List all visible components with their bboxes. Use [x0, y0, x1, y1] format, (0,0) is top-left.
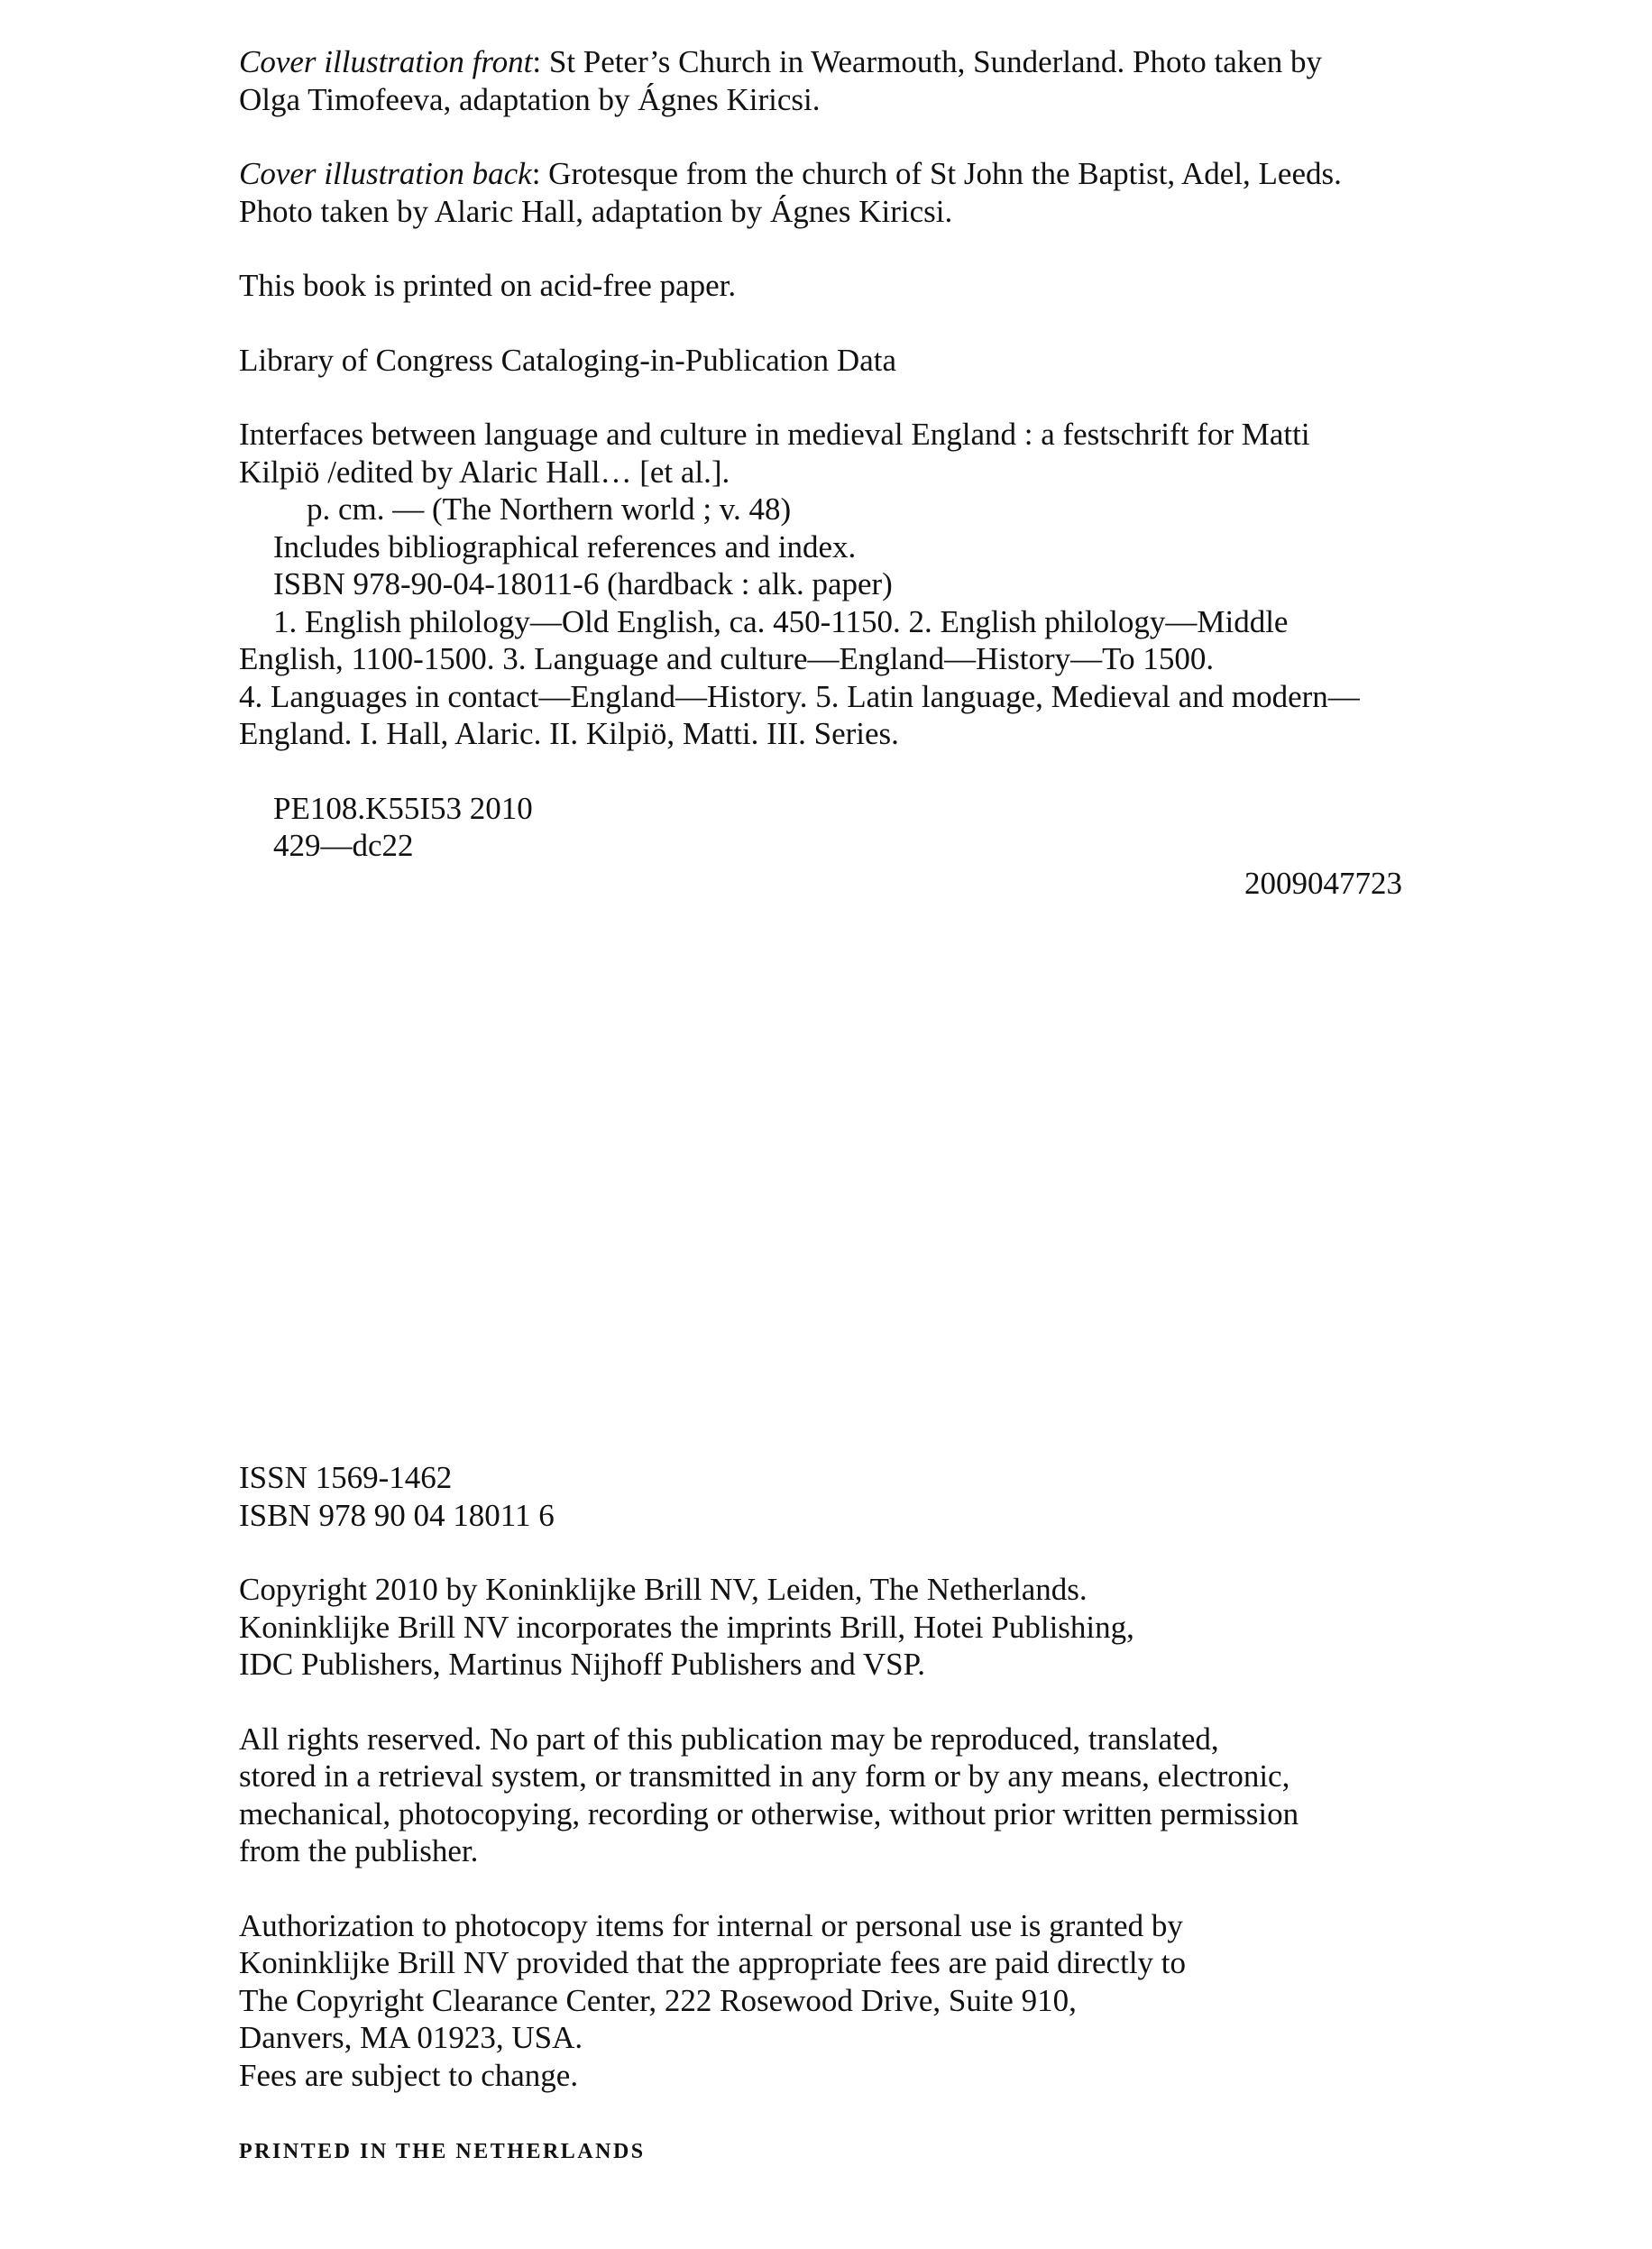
cip-subject-line: 1. English philology—Old English, ca. 450-1150. 2. English philology—Middle — [273, 603, 1289, 639]
issn: ISSN 1569-1462 — [239, 1460, 453, 1495]
cover-front-text-2: Olga Timofeeva, adaptation by Ágnes Kiricsi. — [239, 81, 821, 117]
cip-lccn: 2009047723 — [1244, 865, 1402, 901]
cip-record — [239, 416, 1420, 753]
rights-notice — [239, 1721, 1420, 1870]
copyright-line: IDC Publishers, Martinus Nijhoff Publishers and VSP. — [239, 1647, 925, 1682]
cip-isbn-line: ISBN 978-90-04-18011-6 (hardback : alk. paper) — [273, 566, 893, 601]
cip-call-number: PE108.K55I53 2010 — [273, 790, 533, 826]
authorization-line: The Copyright Clearance Center, 222 Rosewood Drive, Suite 910, — [239, 1982, 1077, 2018]
copyright-page — [239, 43, 1420, 902]
cover-back-text: : Grotesque from the church of St John the Baptist, Adel, Leeds. — [531, 156, 1342, 191]
identifiers — [239, 1459, 1420, 1534]
cip-classification — [239, 790, 1420, 903]
cip-title-line: Kilpiö /edited by Alaric Hall… [et al.]. — [239, 454, 730, 490]
cover-back-credit — [239, 155, 1420, 230]
authorization-notice — [239, 1907, 1420, 2095]
cip-heading: Library of Congress Cataloging-in-Publication Data — [239, 342, 897, 378]
copyright-notice — [239, 1571, 1420, 1684]
publication-details — [239, 1459, 1420, 2171]
rights-line: All rights reserved. No part of this publication may be reproduced, translated, — [239, 1721, 1219, 1757]
cip-title-line: Interfaces between language and culture in medieval England : a festschrift for Matti — [239, 417, 1310, 452]
cip-subject-line: England. I. Hall, Alaric. II. Kilpiö, Matti. III. Series. — [239, 716, 899, 751]
cip-includes-line: Includes bibliographical references and index. — [273, 528, 857, 565]
rights-line: from the publisher. — [239, 1833, 479, 1868]
cover-front-text: : St Peter’s Church in Wearmouth, Sunderland. Photo taken by — [532, 44, 1323, 79]
authorization-line: Authorization to photocopy items for internal or personal use is granted by — [239, 1907, 1183, 1943]
authorization-line: Danvers, MA 01923, USA. — [239, 2020, 583, 2055]
cover-back-text-2: Photo taken by Alaric Hall, adaptation by Ágnes Kiricsi. — [239, 193, 953, 229]
cip-subject-line: 4. Languages in contact—England—History. 5. Latin language, Medieval and modern— — [239, 678, 1360, 714]
cip-dewey: 429—dc22 — [273, 828, 414, 863]
cip-subject-line: English, 1100-1500. 3. Language and culture—England—History—To 1500. — [239, 641, 1215, 676]
paper-note: This book is printed on acid-free paper. — [239, 268, 737, 303]
cover-front-label: Cover illustration front — [239, 44, 533, 79]
cover-back-label: Cover illustration back — [239, 156, 532, 191]
printed-in: PRINTED IN THE NETHERLANDS — [239, 2140, 646, 2163]
authorization-line: Fees are subject to change. — [239, 2057, 579, 2093]
cover-front-credit — [239, 43, 1420, 118]
cip-series-line: p. cm. — (The Northern world ; v. 48) — [307, 491, 792, 527]
copyright-line: Copyright 2010 by Koninklijke Brill NV, Leiden, The Netherlands. — [239, 1572, 1088, 1607]
isbn: ISBN 978 90 04 18011 6 — [239, 1497, 555, 1533]
rights-line: stored in a retrieval system, or transmitted in any form or by any means, electronic, — [239, 1758, 1290, 1794]
rights-line: mechanical, photocopying, recording or otherwise, without prior written permission — [239, 1795, 1299, 1831]
authorization-line: Koninklijke Brill NV provided that the appropriate fees are paid directly to — [239, 1945, 1187, 1980]
copyright-line: Koninklijke Brill NV incorporates the imprints Brill, Hotei Publishing, — [239, 1609, 1134, 1645]
